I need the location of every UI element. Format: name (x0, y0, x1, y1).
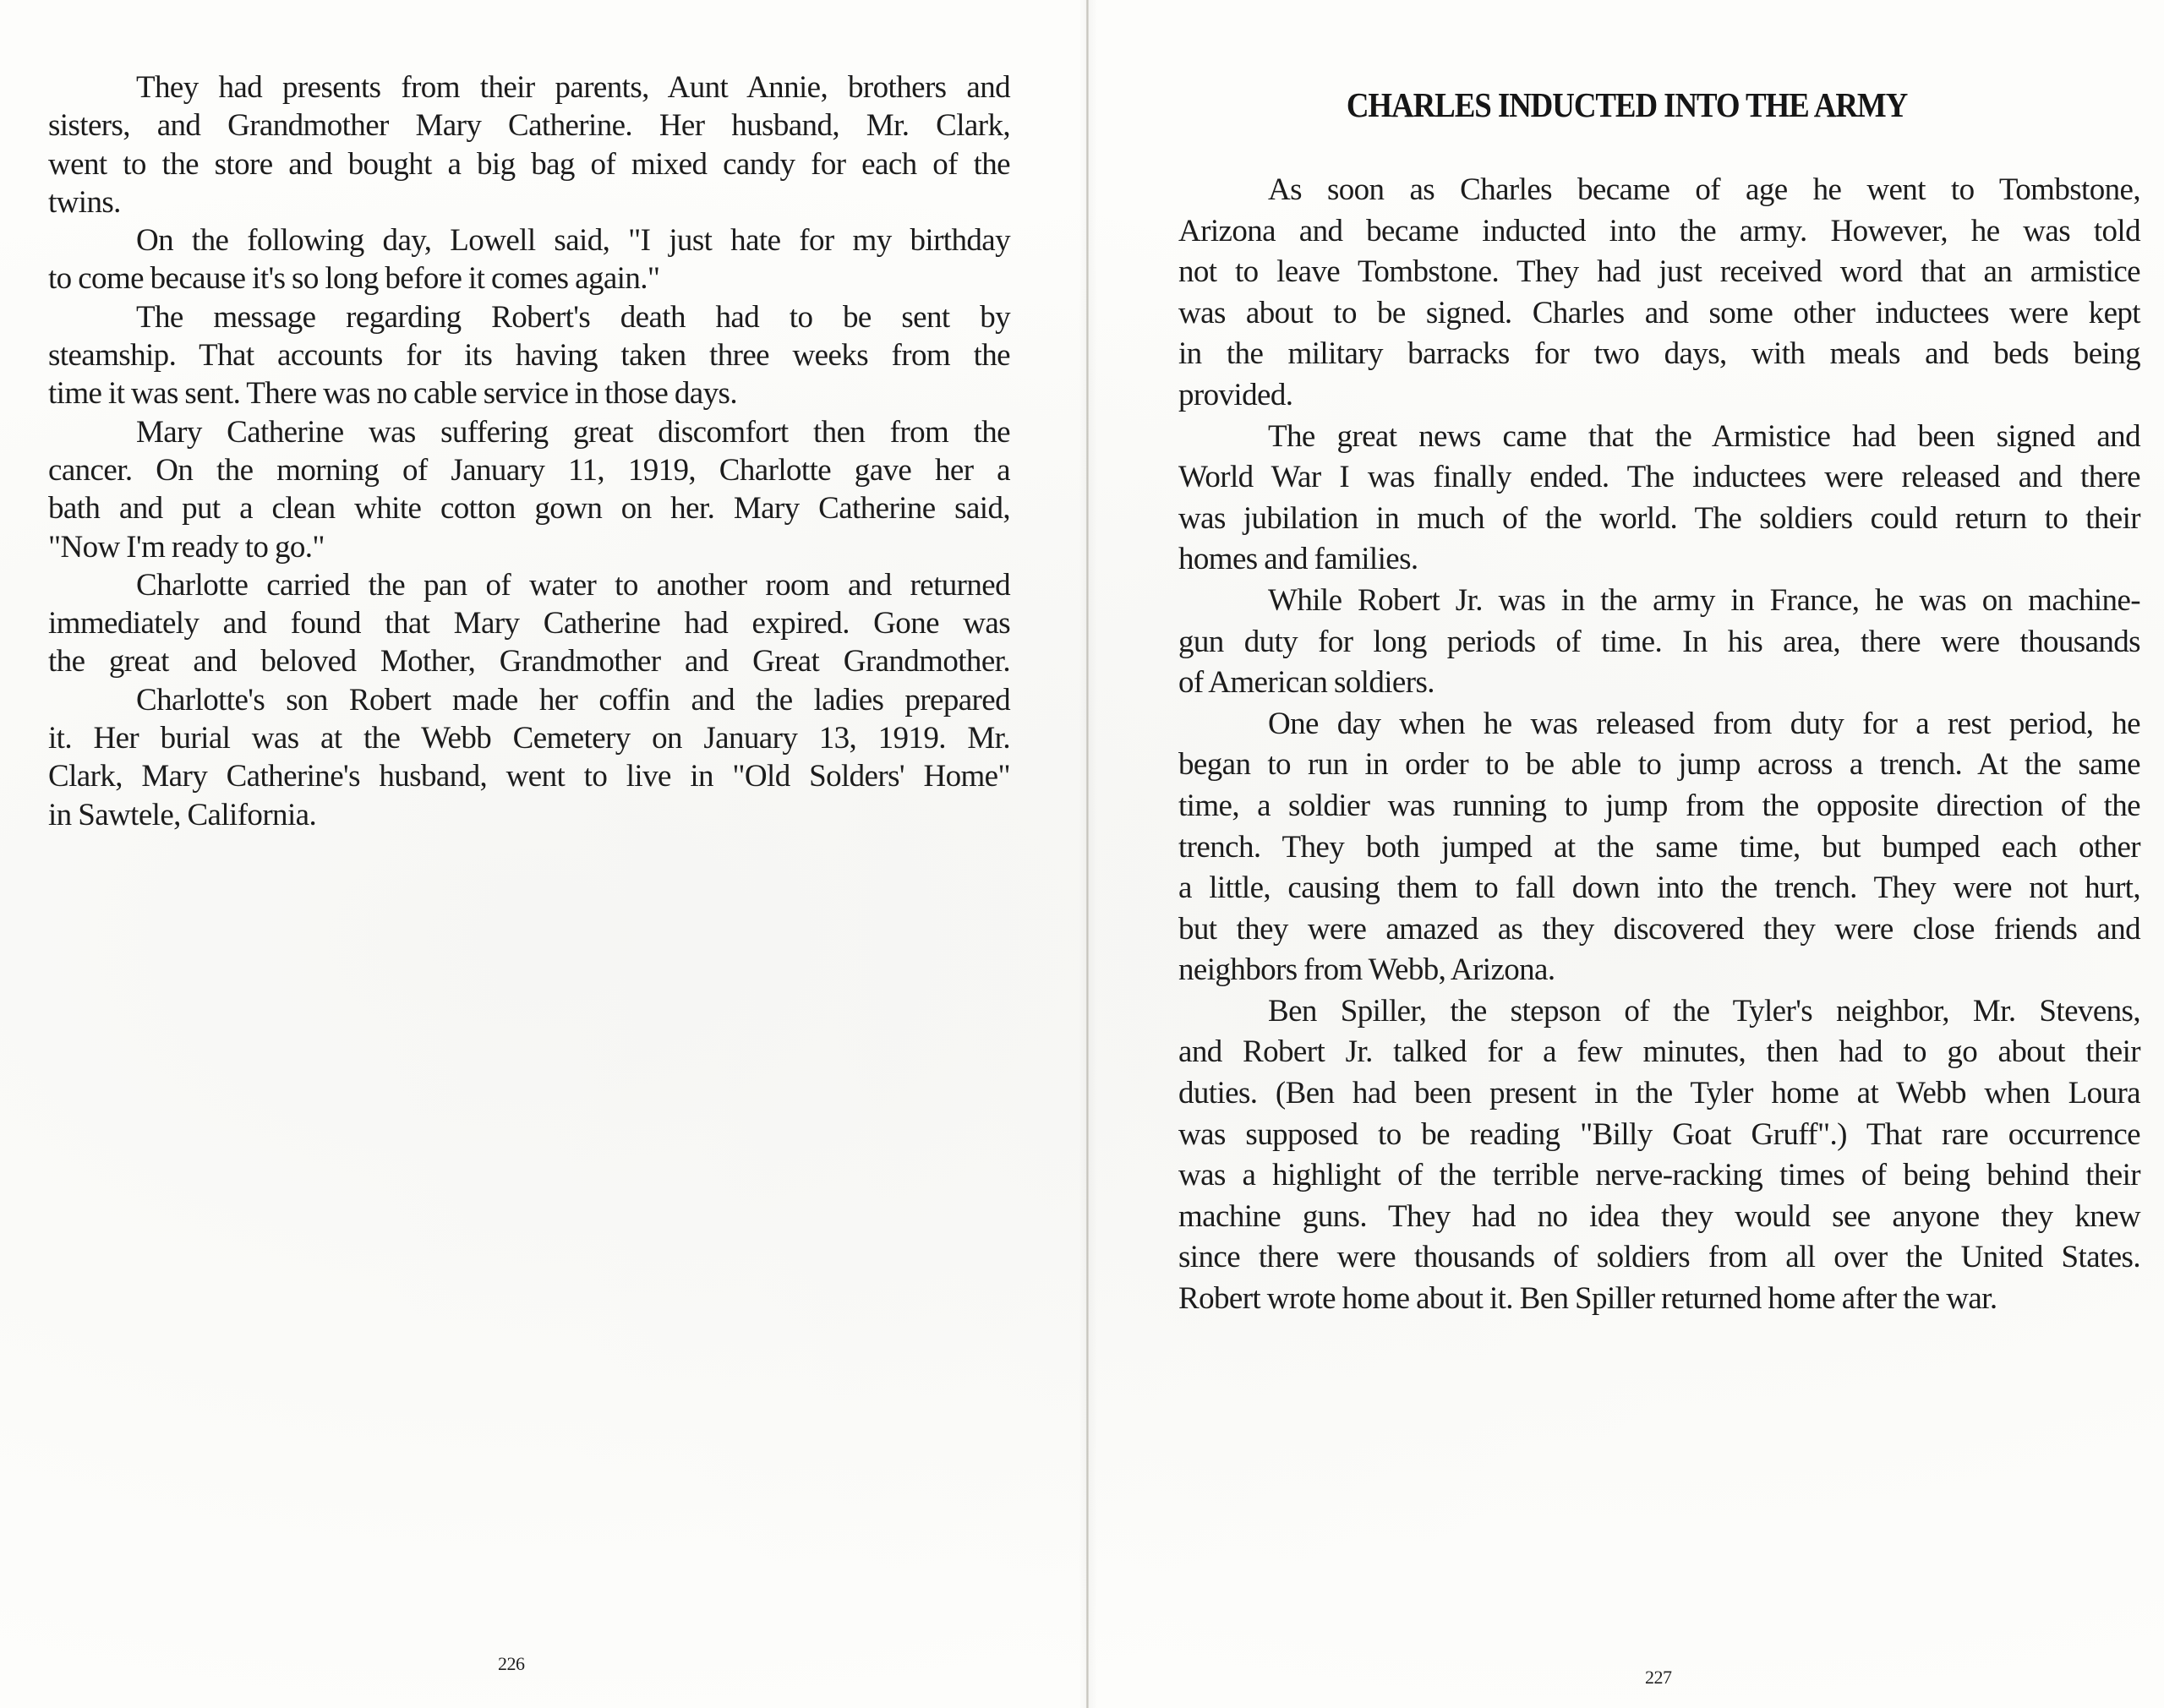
text-line: steamship. That accounts for its having taken three weeks from the (48, 338, 1010, 374)
text-line: cancer. On the morning of January 11, 1919, Charlotte gave her a (48, 452, 1010, 488)
text-line: "Now I'm ready to go." (48, 529, 325, 565)
text-line: Arizona and became inducted into the army. However, he was told (1178, 213, 2140, 248)
text-line: to come because it's so long before it comes again." (48, 261, 660, 297)
paragraph (48, 68, 1010, 221)
page-number: 227 (1645, 1667, 1672, 1688)
text-line: of American soldiers. (1178, 665, 1434, 701)
paragraph (1178, 417, 2140, 581)
page-number: 226 (498, 1653, 525, 1674)
text-line: Charlotte carried the pan of water to another room and returned (136, 567, 1010, 603)
text-line: Charlotte's son Robert made her coffin and the ladies prepared (136, 682, 1010, 718)
text-line: They had presents from their parents, Aunt Annie, brothers and (136, 70, 1010, 105)
text-line: homes and families. (1178, 542, 1418, 577)
text-line: machine guns. They had no idea they would see anyone they knew (1178, 1198, 2140, 1234)
right-page-body (1178, 170, 2140, 1320)
text-line: neighbors from Webb, Arizona. (1178, 952, 1555, 988)
text-line: Robert wrote home about it. Ben Spiller returned home after the war. (1178, 1281, 1997, 1317)
text-line: time, a soldier was running to jump from the opposite direction of the (1178, 788, 2140, 823)
text-line: Clark, Mary Catherine's husband, went to live in "Old Solders' Home" (48, 759, 1010, 794)
text-line: One day when he was released from duty for a rest period, he (1268, 706, 2140, 741)
chapter-title-text: CHARLES INDUCTED INTO THE ARMY (1346, 85, 1908, 124)
paragraph (1178, 704, 2140, 991)
chapter-title (1090, 85, 2164, 125)
paragraph (48, 566, 1010, 681)
text-line: time it was sent. There was no cable service in those days. (48, 376, 737, 412)
text-line: in the military barracks for two days, with meals and beds being (1178, 336, 2140, 372)
text-line: immediately and found that Mary Catherine had expired. Gone was (48, 606, 1010, 641)
text-line: was about to be signed. Charles and some other inductees were kept (1178, 295, 2140, 330)
paragraph (1178, 170, 2140, 417)
text-line: Ben Spiller, the stepson of the Tyler's neighbor, Mr. Stevens, (1268, 993, 2140, 1029)
text-line: bath and put a clean white cotton gown on her. Mary Catherine said, (48, 491, 1010, 527)
text-line: in Sawtele, California. (48, 797, 317, 832)
page-227 (1090, 0, 2164, 1708)
text-line: went to the store and bought a big bag of mixed candy for each of the (48, 146, 1010, 182)
paragraph (48, 681, 1010, 834)
paragraph (1178, 581, 2140, 704)
text-line: The great news came that the Armistice had been signed and (1268, 418, 2140, 454)
text-line: but they were amazed as they discovered they were close friends and (1178, 911, 2140, 947)
text-line: trench. They both jumped at the same time, but bumped each other (1178, 829, 2140, 865)
paragraph (48, 413, 1010, 566)
text-line: a little, causing them to fall down into the trench. They were not hurt, (1178, 870, 2140, 906)
text-line: began to run in order to be able to jump across a trench. At the same (1178, 747, 2140, 783)
text-line: gun duty for long periods of time. In his area, there were thousands (1178, 624, 2140, 659)
text-line: was jubilation in much of the world. The soldiers could return to their (1178, 500, 2140, 536)
text-line: twins. (48, 184, 121, 220)
text-line: The message regarding Robert's death had to be sent by (136, 299, 1010, 335)
text-line: was supposed to be reading "Billy Goat Gruff".) That rare occurrence (1178, 1116, 2140, 1152)
text-line: since there were thousands of soldiers from all over the United States. (1178, 1240, 2140, 1275)
text-line: Mary Catherine was suffering great discomfort then from the (136, 414, 1010, 450)
text-line: provided. (1178, 377, 1293, 412)
paragraph (48, 221, 1010, 298)
text-line: While Robert Jr. was in the army in France, he was on machine- (1268, 582, 2140, 618)
text-line: duties. (Ben had been present in the Tyler home at Webb when Loura (1178, 1076, 2140, 1111)
paragraph (48, 298, 1010, 413)
text-line: it. Her burial was at the Webb Cemetery on January 13, 1919. Mr. (48, 721, 1010, 756)
text-line: As soon as Charles became of age he went to Tombstone, (1268, 172, 2140, 207)
text-line: and Robert Jr. talked for a few minutes, then had to go about their (1178, 1034, 2140, 1070)
text-line: not to leave Tombstone. They had just received word that an armistice (1178, 254, 2140, 290)
text-line: sisters, and Grandmother Mary Catherine. Her husband, Mr. Clark, (48, 108, 1010, 144)
text-line: the great and beloved Mother, Grandmother and Great Grandmother. (48, 644, 1010, 679)
left-page-body (48, 68, 1010, 834)
text-line: was a highlight of the terrible nerve-racking times of being behind their (1178, 1158, 2140, 1193)
text-line: World War I was finally ended. The inductees were released and there (1178, 460, 2140, 495)
paragraph (1178, 991, 2140, 1320)
text-line: On the following day, Lowell said, "I just hate for my birthday (136, 223, 1010, 259)
